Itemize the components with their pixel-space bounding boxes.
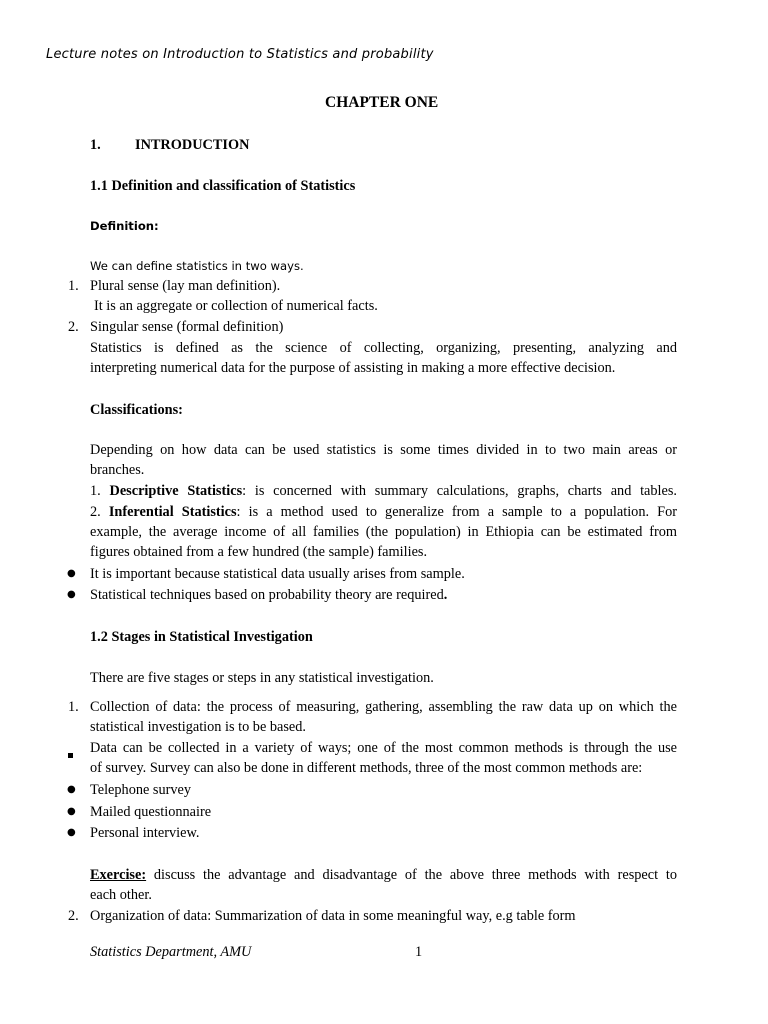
- def-item2-desc-line2: interpreting numerical data for the purpose of assisting in making a more effective decision.: [90, 360, 616, 376]
- footer-department: Statistics Department, AMU: [90, 944, 252, 960]
- stage2-number: 2.: [68, 908, 79, 924]
- method-telephone: Telephone survey: [90, 782, 192, 798]
- inferential-text-line2: example, the average income of all families (the population) in Ethiopia can be estimated from: [90, 524, 677, 540]
- bullet-important: It is important because statistical data usually arises from sample.: [90, 566, 465, 582]
- classifications-para-line1: Depending on how data can be used statistics is some times divided in to two main areas or: [90, 442, 677, 458]
- footer-page-number: 1: [415, 944, 423, 960]
- section-title: INTRODUCTION: [135, 137, 250, 153]
- definition-label: Definition:: [90, 219, 159, 233]
- bullet-dot-icon: ●: [67, 827, 76, 838]
- classifications-para-line2: branches.: [90, 462, 145, 478]
- bullet-dot-icon: ●: [67, 784, 76, 795]
- def-item1: Plural sense (lay man definition).: [90, 278, 281, 294]
- method-interview: Personal interview.: [90, 825, 200, 841]
- running-header: Lecture notes on Introduction to Statistics and probability: [46, 47, 434, 62]
- definition-intro: We can define statistics in two ways.: [90, 259, 304, 273]
- descriptive-number: 1.: [90, 483, 101, 499]
- descriptive-term: Descriptive Statistics: [109, 483, 243, 499]
- bullet-techniques: [90, 585, 447, 605]
- stages-intro: There are five stages or steps in any statistical investigation.: [90, 670, 434, 686]
- inferential-text-line1: : is a method used to generalize from a sample to a population. For: [236, 504, 677, 520]
- bullet-techniques-text: Statistical techniques based on probability theory are required: [90, 587, 444, 603]
- bullet-techniques-period: .: [443, 587, 448, 603]
- chapter-title: CHAPTER ONE: [325, 94, 439, 111]
- subsection-1-1-title: 1.1 Definition and classification of Statistics: [90, 178, 356, 194]
- inferential-statistics-line: [90, 502, 677, 522]
- def-item2: Singular sense (formal definition): [90, 319, 284, 335]
- stage2-text: Organization of data: Summarization of data in some meaningful way, e.g table form: [90, 908, 576, 924]
- def-item1-desc: It is an aggregate or collection of numerical facts.: [94, 298, 378, 314]
- bullet-dot-icon: ●: [67, 568, 76, 579]
- square-bullet-icon: [68, 745, 73, 763]
- survey-line2: of survey. Survey can also be done in different methods, three of the most common methods are:: [90, 760, 643, 776]
- classifications-label: Classifications:: [90, 402, 183, 418]
- descriptive-text: : is concerned with summary calculations, graphs, charts and tables.: [242, 483, 678, 499]
- inferential-term: Inferential Statistics: [108, 504, 237, 520]
- survey-line1: Data can be collected in a variety of ways; one of the most common methods is through the use: [90, 740, 677, 756]
- exercise-line1: [90, 865, 677, 885]
- stage1-line2: statistical investigation is to be based.: [90, 719, 307, 735]
- exercise-label: Exercise:: [90, 867, 147, 883]
- section-number: 1.: [90, 137, 101, 153]
- def-item2-desc-line1: Statistics is defined as the science of collecting, organizing, presenting, analyzing and: [90, 340, 677, 356]
- stage1-line1: Collection of data: the process of measuring, gathering, assembling the raw data up on which the: [90, 699, 677, 715]
- method-mailed: Mailed questionnaire: [90, 804, 212, 820]
- exercise-text-line1: discuss the advantage and disadvantage of the above three methods with respect to: [146, 867, 677, 883]
- bullet-dot-icon: ●: [67, 806, 76, 817]
- descriptive-statistics-line: [90, 481, 677, 501]
- def-item2-number: 2.: [68, 319, 79, 335]
- stage1-number: 1.: [68, 699, 79, 715]
- bullet-dot-icon: ●: [67, 589, 76, 600]
- def-item1-number: 1.: [68, 278, 79, 294]
- exercise-line2: each other.: [90, 887, 152, 903]
- inferential-number: 2.: [90, 504, 101, 520]
- subsection-1-2-title: 1.2 Stages in Statistical Investigation: [90, 629, 313, 645]
- inferential-text-line3: figures obtained from a few hundred (the sample) families.: [90, 544, 428, 560]
